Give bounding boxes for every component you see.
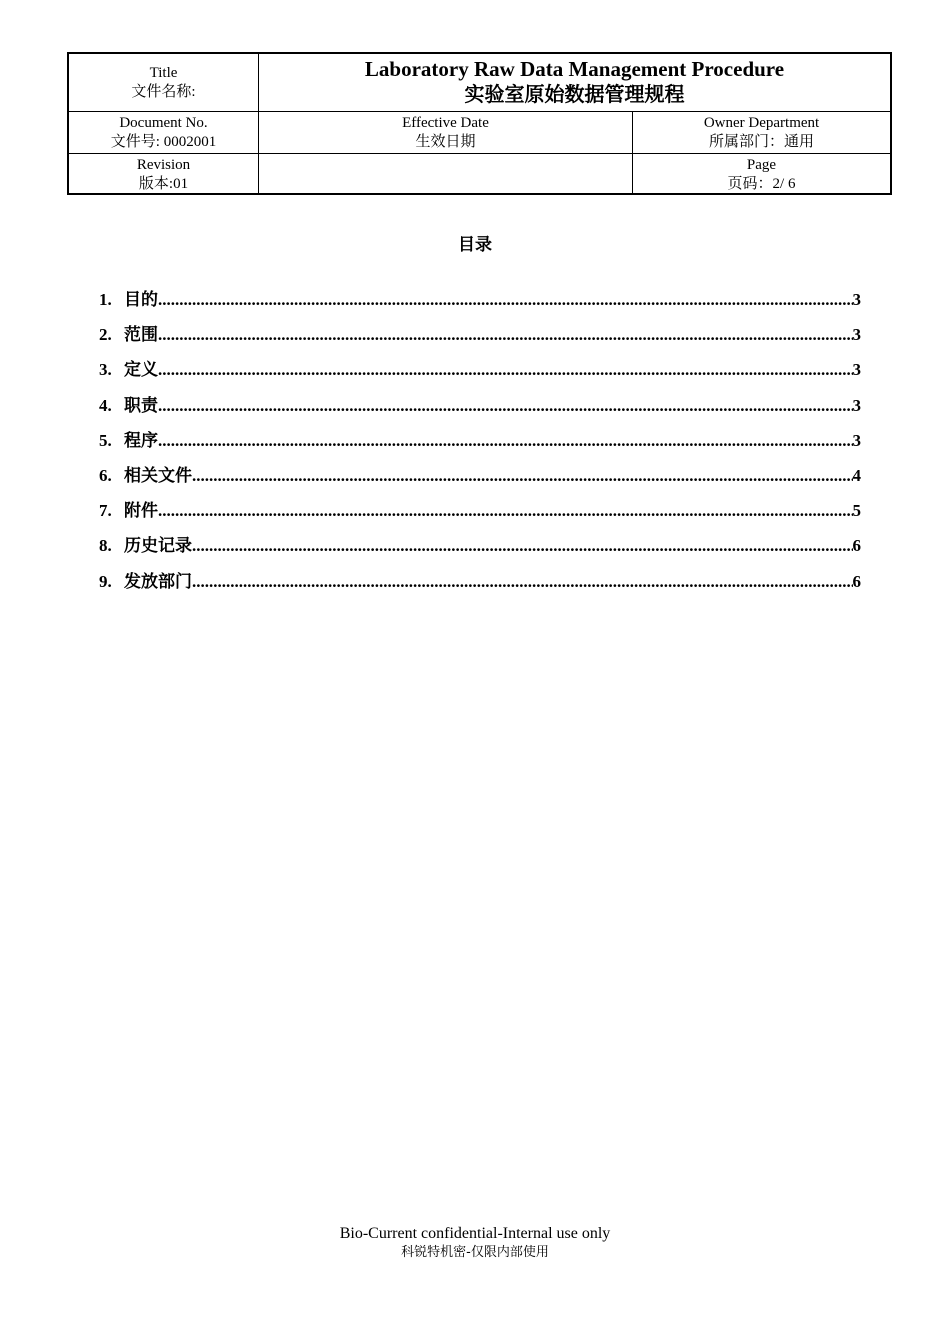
- toc-item-page: 3: [852, 360, 861, 380]
- page-footer: [0, 1224, 950, 1262]
- toc-item-page: 6: [852, 536, 861, 556]
- toc-leader-dots: [158, 325, 853, 345]
- revision-value: 版本:01: [138, 175, 189, 192]
- toc-item[interactable]: [99, 461, 861, 496]
- toc-leader-dots: [158, 501, 853, 521]
- toc-item-page: 6: [852, 571, 861, 591]
- header-row-title: [69, 54, 890, 112]
- page-value: 页码：2/ 6: [727, 175, 796, 192]
- toc-item-label: 程序: [124, 430, 158, 451]
- header-row-revision: [69, 154, 890, 195]
- toc-leader-dots: [192, 536, 853, 556]
- toc-item-label: 职责: [124, 395, 158, 416]
- footer-confidential-cn: 科锐特机密-仅限内部使用: [401, 1245, 549, 1260]
- owner-department-label: Owner Department: [703, 114, 820, 131]
- title-label-cell: [69, 54, 259, 111]
- toc-leader-dots: [158, 290, 853, 310]
- doc-no-cell: [69, 112, 259, 153]
- toc-item-label: 范围: [124, 325, 158, 346]
- toc-item-number: 5.: [99, 430, 112, 450]
- footer-confidential-en: Bio-Current confidential-Internal use only: [339, 1225, 611, 1242]
- toc-item-label: 定义: [124, 360, 158, 381]
- title-label-en: Title: [149, 64, 178, 81]
- effective-date-label: Effective Date: [402, 114, 489, 131]
- toc-item-page: 3: [852, 430, 861, 450]
- toc-leader-dots: [158, 396, 853, 416]
- toc-item-number: 4.: [99, 395, 112, 415]
- revision-cell: [69, 154, 259, 195]
- toc-leader-dots: [192, 466, 853, 486]
- header-row-meta: [69, 112, 890, 154]
- toc-item-page: 4: [852, 465, 861, 485]
- doc-no-label: Document No.: [119, 114, 208, 131]
- empty-cell: [259, 154, 633, 195]
- toc-leader-dots: [192, 572, 853, 592]
- toc-item-label: 发放部门: [124, 571, 192, 592]
- toc-item-label: 附件: [124, 501, 158, 522]
- toc-item-label: 历史记录: [124, 536, 192, 557]
- toc-item-number: 8.: [99, 536, 112, 556]
- owner-department-cell: [633, 112, 890, 153]
- doc-no-value: 文件号: 0002001: [110, 133, 217, 150]
- toc-item-page: 3: [852, 395, 861, 415]
- toc-item-label: 相关文件: [124, 465, 192, 486]
- toc-leader-dots: [158, 360, 853, 380]
- toc-heading: 目录: [458, 235, 492, 255]
- document-title-cn: 实验室原始数据管理规程: [464, 84, 685, 106]
- document-header-table: [67, 52, 892, 195]
- page-cell: [633, 154, 890, 195]
- document-title-en: Laboratory Raw Data Management Procedure: [364, 57, 785, 81]
- toc-item[interactable]: [99, 320, 861, 355]
- toc-item-label: 目的: [124, 290, 158, 310]
- effective-date-cell: [259, 112, 633, 153]
- page-label: Page: [746, 156, 777, 173]
- toc-item[interactable]: [99, 285, 861, 320]
- table-of-contents: [99, 285, 861, 602]
- title-value-cell: [259, 54, 890, 111]
- toc-item-number: 3.: [99, 360, 112, 380]
- title-label-cn: 文件名称:: [131, 83, 196, 100]
- effective-date-value: 生效日期: [415, 133, 476, 150]
- toc-item[interactable]: [99, 426, 861, 461]
- owner-department-value: 所属部门：通用: [708, 133, 814, 150]
- toc-item[interactable]: [99, 531, 861, 566]
- toc-item-page: 3: [852, 325, 861, 345]
- toc-item[interactable]: [99, 496, 861, 531]
- toc-item-number: 1.: [99, 290, 112, 309]
- toc-item-number: 6.: [99, 465, 112, 485]
- toc-item[interactable]: [99, 567, 861, 602]
- toc-item[interactable]: [99, 391, 861, 426]
- revision-label: Revision: [136, 156, 191, 173]
- toc-item-page: 5: [852, 501, 861, 521]
- toc-item-number: 7.: [99, 501, 112, 521]
- toc-item[interactable]: [99, 355, 861, 390]
- toc-item-number: 9.: [99, 571, 112, 591]
- toc-item-number: 2.: [99, 325, 112, 345]
- toc-leader-dots: [158, 431, 853, 451]
- toc-item-page: 3: [852, 290, 861, 309]
